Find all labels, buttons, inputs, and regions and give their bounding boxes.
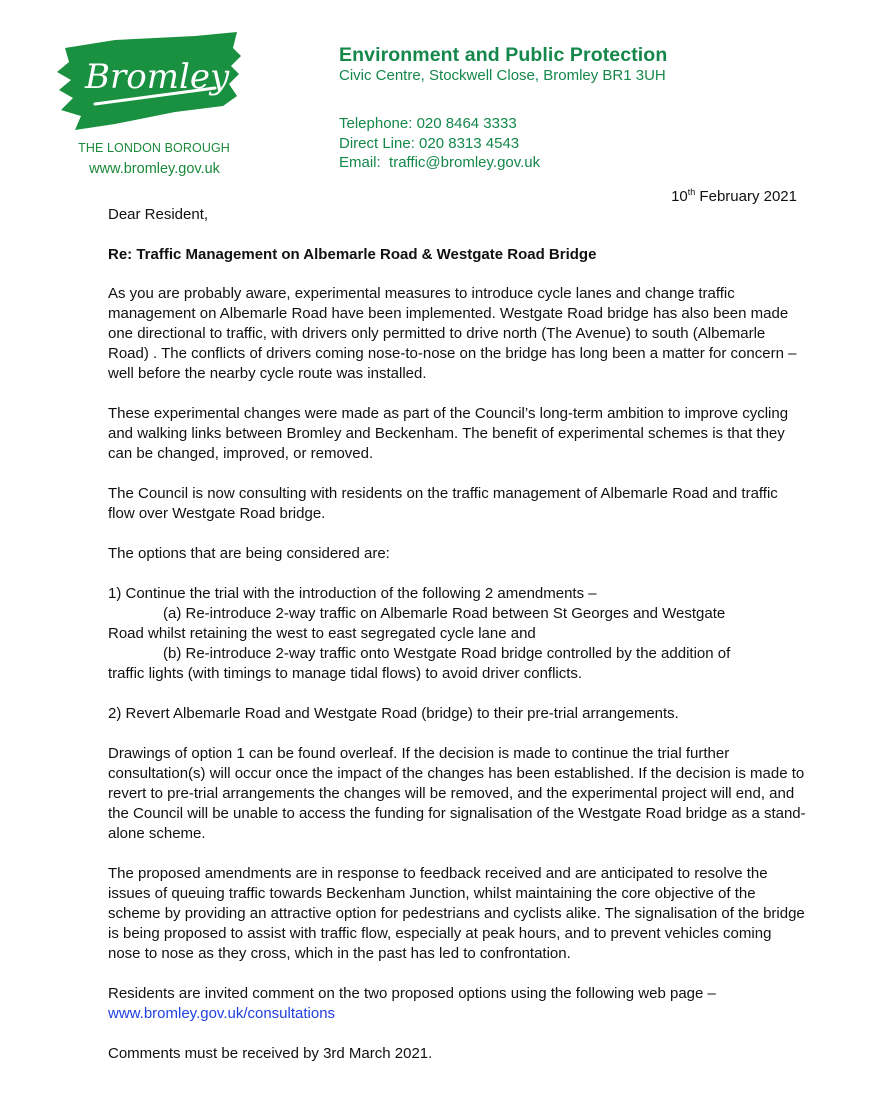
contact-block <box>339 114 540 173</box>
paragraph-amendments: The proposed amendments are in response to feedback received and are anticipated to resolve the issues of queuing traffic towards Beckenham Junction, whilst maintaining the core objective of the scheme by providing an attractive option for pedestrians and cyclists alike. The signalisation of the bridge is being proposed to assist with traffic flow, especially at peak hours, and to prevent vehicles coming nose to nose as they cross, which in the past has led to confrontation. <box>108 865 805 962</box>
department-address: Civic Centre, Stockwell Close, Bromley BR1 3UH <box>339 67 666 84</box>
email-line <box>339 153 540 173</box>
email-label: Email: <box>339 154 381 171</box>
option-2: 2) Revert Albemarle Road and Westgate Road (bridge) to their pre-trial arrangements. <box>108 705 679 722</box>
telephone: Telephone: 020 8464 3333 <box>339 115 517 132</box>
logo-wordmark: Bromley <box>85 57 230 97</box>
option-1b-first-line: (b) Re-introduce 2-way traffic onto Westgate Road bridge controlled by the addition of <box>163 645 731 662</box>
paragraph-background: As you are probably aware, experimental measures to introduce cycle lanes and change traffic management on Albemarle Road have been implemented. Westgate Road bridge has also been made one directional to traffic, with drivers only permitted to drive north (The Avenue) to south (Albemarle Road) . The conflicts of drivers coming nose-to-nose on the bridge has long been a matter for concern – well before the nearby cycle route was installed. <box>108 285 797 382</box>
paragraph-options-intro: The options that are being considered are: <box>108 545 390 562</box>
paragraph-ambition: These experimental changes were made as part of the Council’s long-term ambition to improve cycling and walking links between Bromley and Beckenham. The benefit of experimental schemes is that they can be changed, improved, or removed. <box>108 405 789 462</box>
logo-subtitle: THE LONDON BOROUGH <box>78 141 230 155</box>
deadline: Comments must be received by 3rd March 2021. <box>108 1045 433 1062</box>
salutation: Dear Resident, <box>108 206 209 223</box>
department-name: Environment and Public Protection <box>339 44 668 66</box>
subject-line: Re: Traffic Management on Albemarle Road & Westgate Road Bridge <box>108 246 597 263</box>
paragraph-drawings: Drawings of option 1 can be found overleaf. If the decision is made to continue the trial further consultation(s) will occur once the impact of the changes has been established. If the decision is made to revert to pre-trial arrangements the changes will be removed, and the experimental project will end, and the Council will be unable to access the funding for signalisation of the Westgate Road bridge as a stand-alone scheme. <box>108 745 806 842</box>
department-block <box>339 44 667 86</box>
letter-date <box>671 187 797 205</box>
date-month-year: February 2021 <box>695 188 797 205</box>
date-suffix: th <box>687 187 696 197</box>
bromley-logo-graphic <box>55 26 245 136</box>
option-1a-first-line: (a) Re-introduce 2-way traffic on Albemarle Road between St Georges and Westgate <box>163 605 726 622</box>
paragraph-invitation: Residents are invited comment on the two proposed options using the following web page – <box>108 985 716 1002</box>
direct-line: Direct Line: 020 8313 4543 <box>339 134 520 152</box>
date-day: 10 <box>671 188 688 205</box>
option-1b-continuation: traffic lights (with timings to manage tidal flows) to avoid driver conflicts. <box>108 665 583 682</box>
letter-body <box>108 205 808 1084</box>
option-1-title: 1) Continue the trial with the introduction of the following 2 amendments – <box>108 585 597 602</box>
option-1 <box>108 584 808 684</box>
paragraph-consultation: The Council is now consulting with residents on the traffic management of Albemarle Road and traffic flow over Westgate Road bridge. <box>108 485 778 522</box>
bromley-logo <box>55 26 245 136</box>
email-address[interactable]: traffic@bromley.gov.uk <box>389 154 541 171</box>
consultation-link[interactable]: www.bromley.gov.uk/consultations <box>108 1005 336 1022</box>
option-1a-continuation: Road whilst retaining the west to east segregated cycle lane and <box>108 625 536 642</box>
logo-website: www.bromley.gov.uk <box>89 161 220 177</box>
